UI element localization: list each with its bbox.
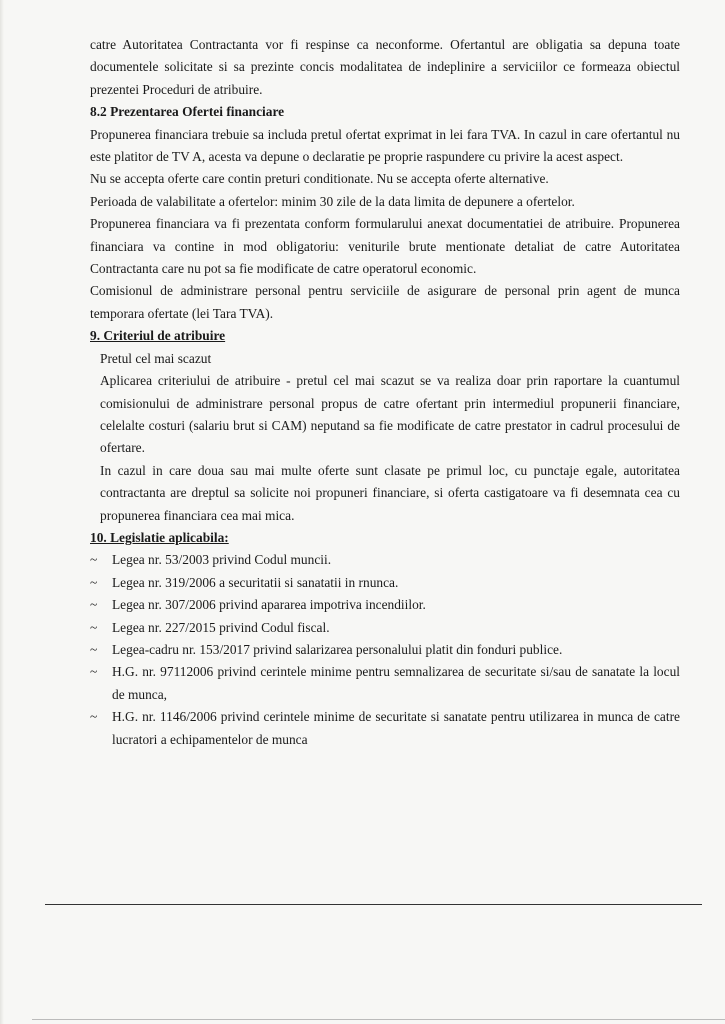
tilde-bullet-icon: ~ <box>90 641 98 657</box>
page-content <box>90 34 680 751</box>
legislation-item <box>90 706 680 751</box>
legislation-item <box>90 594 680 616</box>
legislation-item <box>90 617 680 639</box>
section-9-paragraph-2: In cazul in care doua sau mai multe oferte sunt clasate pe primul loc, cu punctaje egale, autoritatea contractanta are dreptul sa solicite noi propuneri financiare, si oferta castigatoare va fi desemnata cea cu propunerea financiara cea mai mica. <box>100 462 680 523</box>
tilde-bullet-icon: ~ <box>90 552 98 568</box>
section-8-2-paragraph-1: Propunerea financiara trebuie sa includa pretul ofertat exprimat in lei fara TVA. In cazul in care ofertantul nu este platitor de TV A, acesta va depune o declaratie pe proprie raspundere cu privire la acest aspect. <box>90 126 680 165</box>
section-8-2-paragraph-5: Comisionul de administrare personal pentru serviciile de asigurare de personal prin agent de munca temporara ofertate (lei Tara TVA). <box>90 283 680 321</box>
section-8-2-paragraph-4: Propunerea financiara va fi prezentata conform formularului anexat documentatiei de atribuire. Propunerea financiara va contine in mod obligatoriu: veniturile brute mentionate detaliat de catre Autoritatea Contractanta care nu pot sa fie modificate de catre operatorul economic. <box>90 216 680 277</box>
footer-divider <box>45 904 702 905</box>
legislation-item <box>90 661 680 706</box>
tilde-bullet-icon: ~ <box>90 574 98 590</box>
tilde-bullet-icon: ~ <box>90 597 98 613</box>
section-8-2-heading: 8.2 Prezentarea Ofertei financiare <box>90 104 285 120</box>
legislation-item-text: Legea-cadru nr. 153/2017 privind salarizarea personalului platit din fonduri publice. <box>112 641 563 657</box>
section-9-paragraph-1: Aplicarea criteriului de atribuire - pretul cel mai scazut se va realiza doar prin raportare la cuantumul comisionului de administrare personal propus de catre ofertant prin intermediul propunerii financiare, celelalte costuri (salariu brut si CAM) neputand sa fie modificate de catre prestator in cadrul procesului de ofertare. <box>100 373 680 456</box>
legislation-item <box>90 549 680 571</box>
legislation-item <box>90 639 680 661</box>
section-8-2-paragraph-2: Nu se accepta oferte care contin preturi conditionate. Nu se accepta oferte alternative. <box>90 171 549 187</box>
legislation-item-text: H.G. nr. 97112006 privind cerintele minime pentru semnalizarea de securitate si/sau de sanatate la locul de munca, <box>112 664 680 702</box>
legislation-item <box>90 572 680 594</box>
tilde-bullet-icon: ~ <box>90 709 98 725</box>
intro-paragraph: catre Autoritatea Contractanta vor fi respinse ca neconforme. Ofertantul are obligatia sa depuna toate documentele solicitate si sa prezinte concis modalitatea de indeplinire a serviciilor ce formeaza obiectul prezentei Proceduri de atribuire. <box>90 37 680 97</box>
legislation-item-text: Legea nr. 319/2006 a securitatii si sanatatii in rnunca. <box>112 574 399 590</box>
tilde-bullet-icon: ~ <box>90 664 98 680</box>
scan-bottom-edge <box>32 1019 725 1020</box>
section-8-2-paragraph-3: Perioada de valabilitate a ofertelor: minim 30 zile de la data limita de depunere a ofertelor. <box>90 193 575 209</box>
scan-edge-shadow <box>0 0 4 1024</box>
legislation-item-text: Legea nr. 53/2003 privind Codul muncii. <box>112 552 332 568</box>
section-9-heading: 9. Criteriul de atribuire <box>90 328 226 344</box>
legislation-list <box>90 549 680 751</box>
section-10-heading: 10. Legislatie aplicabila: <box>90 529 229 545</box>
legislation-item-text: Legea nr. 227/2015 privind Codul fiscal. <box>112 619 330 635</box>
legislation-item-text: Legea nr. 307/2006 privind apararea impotriva incendiilor. <box>112 597 426 613</box>
tilde-bullet-icon: ~ <box>90 619 98 635</box>
legislation-item-text: H.G. nr. 1146/2006 privind cerintele minime de securitate si sanatate pentru utilizarea in munca de catre lucratori a echipamentelor de munca <box>112 709 680 747</box>
section-9-criterion: Pretul cel mai scazut <box>100 350 212 366</box>
